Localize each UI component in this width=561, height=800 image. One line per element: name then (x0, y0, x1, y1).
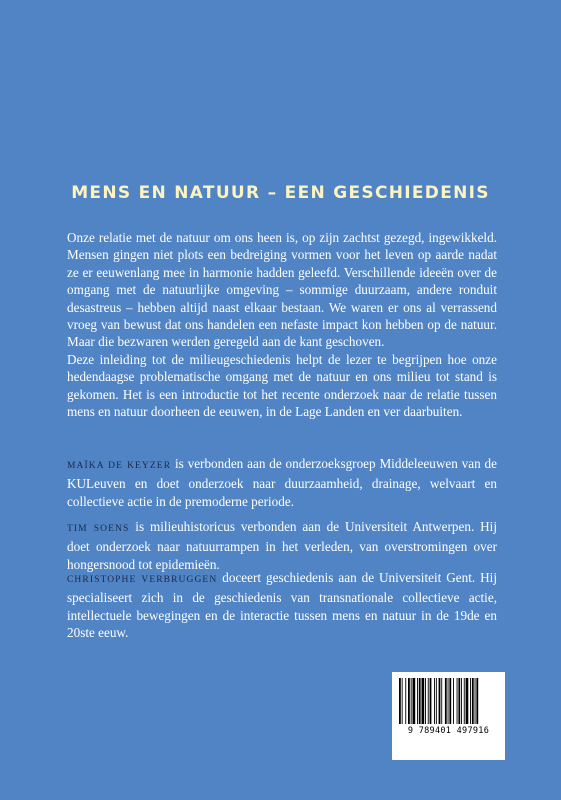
barcode-bar (408, 678, 410, 724)
barcode-bar (457, 678, 458, 724)
barcode-bar (448, 678, 449, 724)
barcode (392, 672, 505, 760)
barcode-bar (449, 678, 451, 724)
barcode-bar (430, 678, 432, 724)
barcode-bar (399, 678, 401, 724)
author-bio-2 (67, 518, 497, 573)
barcode-bar (453, 678, 454, 724)
barcode-bar (445, 678, 447, 724)
barcode-bar (422, 678, 425, 724)
barcode-bar (413, 678, 416, 724)
barcode-bar (441, 678, 442, 724)
barcode-bar (405, 678, 406, 724)
barcode-bar (475, 678, 476, 724)
barcode-bar (461, 678, 462, 724)
barcode-bar (411, 678, 412, 724)
author-bio-text: is verbonden aan de onderzoeksgroep Middeleeuwen van de KULeuven en doet onderzoek naar duurzaamheid, drainage, welvaart en collectieve actie in de premoderne periode. (67, 456, 497, 509)
barcode-bar (417, 678, 418, 724)
author-bio-3 (67, 569, 497, 642)
barcode-bar (458, 678, 460, 724)
barcode-bar (402, 678, 403, 724)
author-bio-text: is milieuhistoricus verbonden aan de Universiteit Antwerpen. Hij doet onderzoek naar natuurrampen in het verleden, van overstromingen over hongersnood tot epidemieën. (67, 519, 498, 572)
author-name: CHRISTOPHE VERBRUGGEN (67, 575, 218, 585)
book-title: MENS EN NATUUR – EEN GESCHIEDENIS (71, 183, 490, 203)
barcode-bar (439, 678, 441, 724)
author-name: MAÏKA DE KEYZER (67, 461, 172, 471)
barcode-bar (419, 678, 421, 724)
author-bio-1 (67, 455, 497, 510)
author-name: TIM SOENS (67, 524, 130, 534)
barcode-bar (470, 678, 471, 724)
blurb-paragraph-2: Deze inleiding tot de milieugeschiedenis helpt de lezer te begrijpen hoe onze hedendaagse problematische omgang met de natuur en ons milieu tot stand is gekomen. Het is een introductie tot het recente onderzoek naar de relatie tussen mens en natuur doorheen de eeuwen, in de Lage Landen en ver daarbuiten. (67, 351, 497, 420)
barcode-bar (472, 678, 474, 724)
barcode-bar (425, 678, 426, 724)
barcode-bar (434, 678, 435, 724)
barcode-bar (466, 678, 469, 724)
blurb (67, 229, 497, 420)
blurb-paragraph-1: Onze relatie met de natuur om ons heen is, op zijn zachtst gezegd, ingewikkeld. Mensen gingen niet plots een bedreiging vormen voor het leven op aarde nadat ze er eeuwenlang mee in harmonie hadden geleefd. Verschillende ideeën over de omgang met de natuurlijke omgeving – sommige duurzaam, andere ronduit desastreus – hebben altijd naast elkaar bestaan. We waren er ons al verrassend vroeg van bewust dat ons handelen een nefaste impact kon hebben op de natuur. Maar die bezwaren werden geregeld aan de kant geschoven. (67, 230, 497, 350)
barcode-bars (398, 678, 499, 724)
barcode-bar (428, 678, 429, 724)
author-bio-text: doceert geschiedenis aan de Universiteit Gent. Hij specialiseert zich in de geschiedenis van transnationale collectieve actie, intellectuele bewegingen en de interactie tussen mens en natuur in de 19de en 20ste eeuw. (67, 570, 497, 641)
barcode-bar (476, 678, 478, 724)
isbn-number: 9 789401 497916 (407, 726, 490, 736)
barcode-bar (464, 678, 465, 724)
barcode-bar (436, 678, 437, 724)
